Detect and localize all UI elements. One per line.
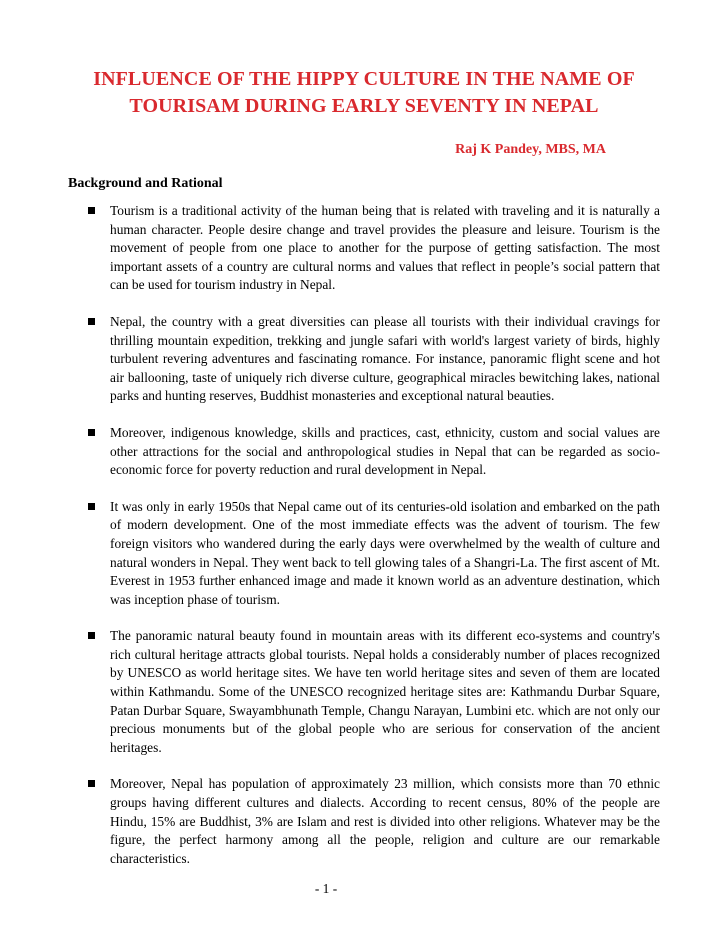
section-heading: Background and Rational	[68, 176, 223, 191]
square-bullet-icon	[88, 207, 95, 214]
list-item	[68, 313, 660, 406]
bullet-list	[68, 202, 660, 886]
list-item	[68, 202, 660, 295]
paragraph-text: The panoramic natural beauty found in mountain areas with its different eco-systems and country's rich cultural heritage attracts global tourists. Nepal holds a considerably number of places recognized by UNESCO as world heritage sites. We have ten world heritage sites and seven of them are located within Kathmandu. Some of the UNESCO recognized heritage sites are: Kathmandu Durbar Square, Patan Durbar Square, Swayambhunath Temple, Changu Narayan, Lumbini etc. which are not only our precious monuments but of the global people who are serious for conservation of the ancient heritages.	[110, 628, 660, 755]
page-number: - 1 -	[314, 881, 338, 896]
square-bullet-icon	[88, 780, 95, 787]
list-item	[68, 424, 660, 480]
paragraph-text: Moreover, indigenous knowledge, skills and practices, cast, ethnicity, custom and social values are other attractions for the social and anthropological studies in Nepal that can be regarded as socio-economic force for poverty reduction and rural development in Nepal.	[110, 424, 660, 478]
square-bullet-icon	[88, 632, 95, 639]
paragraph-text: It was only in early 1950s that Nepal came out of its centuries-old isolation and embarked on the path of modern development. One of the most immediate effects was the advent of tourism. The few foreign visitors who wandered during the early days were overwhelmed by the wealth of culture and natural wonders in Nepal. They went back to tell glowing tales of a Shangri-La. The first ascent of Mt. Everest in 1953 further enhanced image and made it known world as an adventure destination, which was inception phase of tourism.	[110, 498, 660, 607]
square-bullet-icon	[88, 503, 95, 510]
paragraph-text: Nepal, the country with a great diversities can please all tourists with their individual cravings for thrilling mountain expedition, trekking and jungle safari with world's largest variety of birds, highly turbulent revering adventures and fascinating romance. For instance, panoramic flight scene and hot air ballooning, taste of uniquely rich diverse culture, geographical miracles bewitching lakes, national parks and hunting reserves, Buddhist monasteries and exceptional natural beauties.	[110, 313, 660, 404]
author-byline: Raj K Pandey, MBS, MA	[455, 142, 606, 157]
list-item	[68, 775, 660, 868]
paragraph-text: Moreover, Nepal has population of approximately 23 million, which consists more than 70 ethnic groups having different cultures and dialects. According to recent census, 80% of the people are Hindu, 15% are Buddhist, 3% are Islam and rest is divided into other religions. Whatever may be the figure, the perfect harmony among all the people, religion and culture are our remarkable characteristics.	[110, 776, 660, 866]
square-bullet-icon	[88, 318, 95, 325]
square-bullet-icon	[88, 429, 95, 436]
paragraph-text: Tourism is a traditional activity of the human being that is related with traveling and it is naturally a human character. People desire change and travel provides the pleasure and leisure. Tourism is the movement of people from one place to another for the purpose of getting satisfaction. The most important assets of a country are cultural norms and values that reflect in people’s social pattern that can be used for tourism industry in Nepal.	[110, 203, 660, 293]
document-title: INFLUENCE OF THE HIPPY CULTURE IN THE NAME OF TOURISAM DURING EARLY SEVENTY IN NEPAL	[93, 68, 635, 117]
list-item	[68, 498, 660, 610]
list-item	[68, 627, 660, 757]
